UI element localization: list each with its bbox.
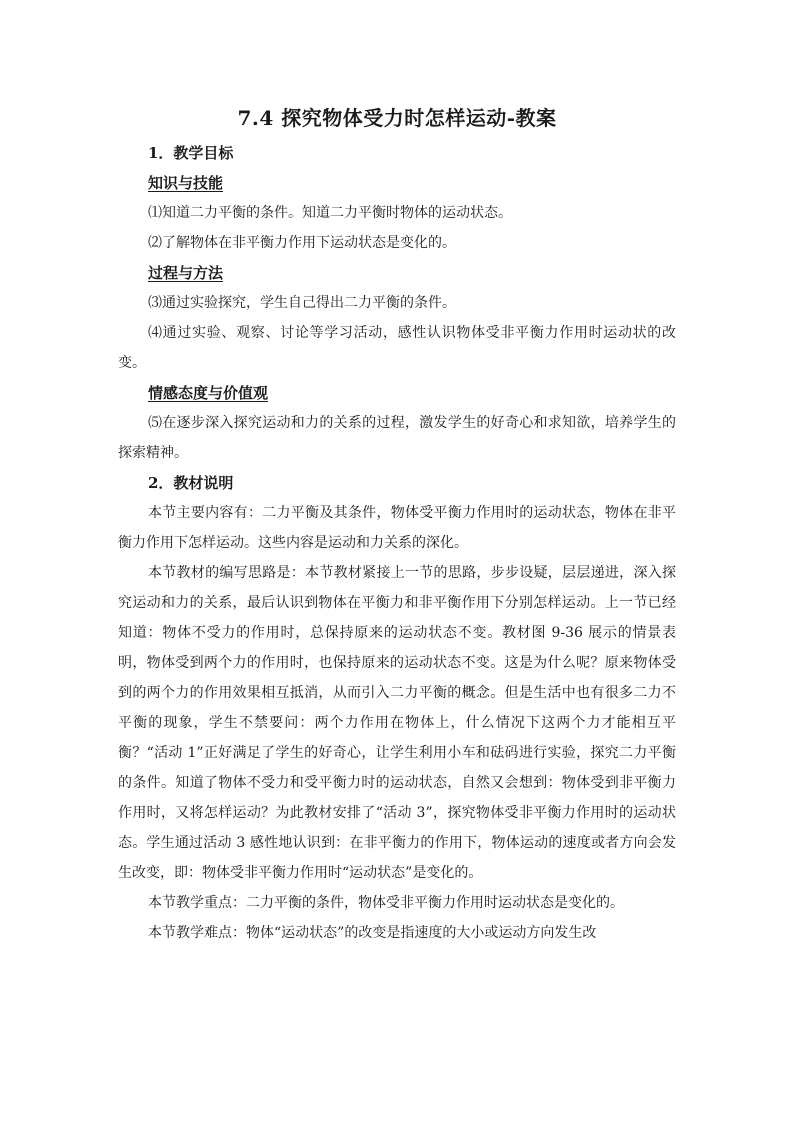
- subheading-knowledge-skills: [118, 168, 676, 198]
- paragraph-objective-4: ⑷通过实验、观察、讨论等学习活动，感性认识物体受非平衡力作用时运动状的改变。: [118, 325, 676, 371]
- subheading-process-method: [118, 258, 676, 288]
- paragraph-material-3: 本节教学重点：二力平衡的条件，物体受非平衡力作用时运动状态是变化的。: [148, 895, 624, 911]
- paragraph-material-2: 本节教材的编写思路是：本节教材紧接上一节的思路，步步设疑，层层递进，深入探究运动和力的关系，最后认识到物体在平衡力和非平衡作用下分别怎样运动。上一节已经知道：物体不受力的作用时，总保持原来的运动状态不变。教材图 9-36 展示的情景表明，物体受到两个力的作用时，也保持原来的运动状态不变。这是为什么呢？原来物体受到的两个力的作用效果相互抵消，从而引入二力平衡的概念。但是生活中也有很多二力不平衡的现象，学生不禁要问：两个力作用在物体上，什么情况下这两个力才能相互平衡？“活动 1”正好满足了学生的好奇心，让学生利用小车和砝码进行实验，探究二力平衡的条件。知道了物体不受力和受平衡力时的运动状态，自然又会想到：物体受到非平衡力作用时，又将怎样运动？为此教材安排了“活动 3”，探究物体受非平衡力作用时的运动状态。学生通过活动 3 感性地认识到：在非平衡力的作用下，物体运动的速度或者方向会发生改变，即：物体受非平衡力作用时“运动状态”是变化的。: [118, 565, 676, 881]
- paragraph-objective-5: ⑸在逐步深入探究运动和力的关系的过程，激发学生的好奇心和求知欲，培养学生的探索精神。: [118, 415, 676, 461]
- paragraph-objective-2: ⑵了解物体在非平衡力作用下运动状态是变化的。: [148, 235, 456, 251]
- section-heading-material: 2．教材说明: [148, 474, 234, 492]
- subheading-knowledge-skills-text: 知识与技能: [148, 174, 224, 192]
- subheading-attitude-values: [118, 378, 676, 408]
- subheading-process-method-text: 过程与方法: [148, 264, 224, 282]
- section-heading-objectives: 1．教学目标: [148, 144, 234, 162]
- document-title: 7.4 探究物体受力时怎样运动-教案: [237, 106, 557, 130]
- paragraph-material-1: 本节主要内容有：二力平衡及其条件，物体受平衡力作用时的运动状态，物体在非平衡力作用下怎样运动。这些内容是运动和力关系的深化。: [118, 505, 676, 551]
- paragraph-objective-1: ⑴知道二力平衡的条件。知道二力平衡时物体的运动状态。: [148, 205, 512, 221]
- paragraph-material-4: 本节教学难点：物体“运动状态”的改变是指速度的大小或运动方向发生改: [148, 925, 597, 941]
- subheading-attitude-values-text: 情感态度与价值观: [148, 384, 269, 402]
- paragraph-objective-3: ⑶通过实验探究，学生自己得出二力平衡的条件。: [148, 295, 456, 311]
